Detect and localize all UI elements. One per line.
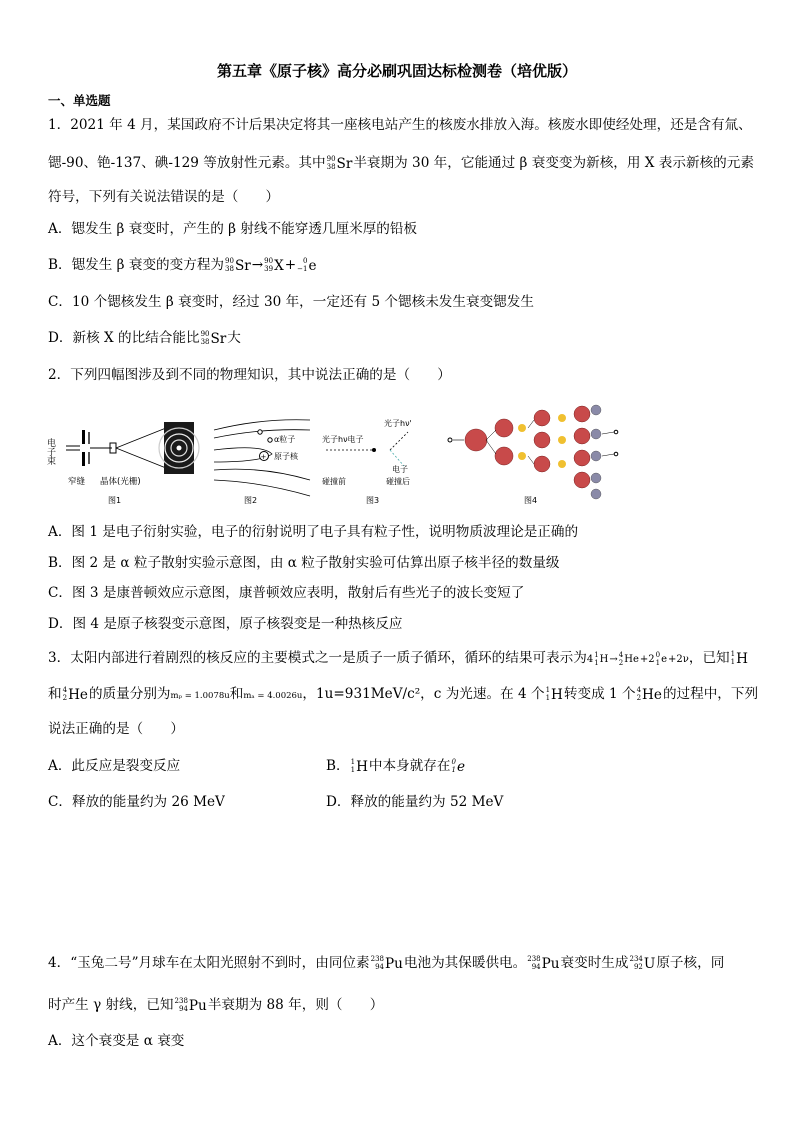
q2-option-d: D．图 4 是原子核裂变示意图，原子核裂变是一种热核反应 [48,616,403,632]
fig3-electron-label: 电子 [392,465,408,474]
svg-text:+: + [260,453,267,461]
q1-option-b: B．锶发生 β 衰变的变方程为 90 38 Sr → 90 39 X + 0 −1 e [48,257,317,274]
q3-option-b: B． 1 1 H 中本身就存在 0 1 e [326,758,465,775]
fig3-incoming-label: 光子hν电子 [322,435,364,444]
q3-stem-line1: 3．太阳内部进行着剧烈的核反应的主要模式之一是质子一质子循环，循环的结果可表示为4 1 1 H → 4 2 He +2 0 1 e +2ν，已知 1 1 H [48,650,748,667]
q1-option-a: A．锶发生 β 衰变时，产生的 β 射线不能穿透几厘米厚的铅板 [48,221,418,237]
fig3-outgoing-label: 光子hν' [384,419,412,428]
q2-option-c: C．图 3 是康普顿效应示意图，康普顿效应表明，散射后有些光子的波长变短了 [48,585,525,601]
fig3-before-label: 碰撞前 [322,477,346,486]
q3-stem-line2: 和 4 2 He 的质量分别为mₚ = 1.0078u和mₐ = 4.0026u，1u=931MeV/c²，c 为光速。在 4 个 1 1 H 转变成 1 个 4 2 He 的过程中，下列 [48,686,759,703]
fig1-caption: 图1 [108,496,122,505]
figure-2-alpha-scattering [212,410,312,508]
fig2-caption: 图2 [244,496,258,505]
q2-option-a: A．图 1 是电子衍射实验，电子的衍射说明了电子具有粒子性，说明物质波理论是正确的 [48,524,579,540]
q1-stem-line2: 锶-90、铯-137、碘-129 等放射性元素。其中 90 38 Sr 半衰期为 30 年，它能通过 β 衰变变为新核，用 X 表示新核的元素 [48,155,754,172]
q4-stem-line2: 时产生 γ 射线，已知 238 94 Pu 半衰期为 88 年，则（ ） [48,997,384,1014]
fig3-caption: 图3 [366,496,380,505]
q1-option-d: D．新核 X 的比结合能比 90 38 Sr 大 [48,330,241,347]
fig1-slit-label: 窄缝 [68,477,86,487]
figure-3-compton-effect [322,410,422,508]
figure-4-nuclear-fission [446,404,622,508]
nuclide-sr90: 90 38 Sr [326,155,353,172]
page-title: 第五章《原子核》高分必刷巩固达标检测卷（培优版） [216,62,577,80]
section-heading: 一、单选题 [48,93,111,108]
q1-option-c: C．10 个锶核发生 β 衰变时，经过 30 年，一定还有 5 个锶核未发生衰变锶发生 [48,294,534,310]
fig2-alpha-label: α粒子 [274,435,296,444]
q2-stem: 2．下列四幅图涉及到不同的物理知识，其中说法正确的是（ ） [48,367,451,383]
fig1-beam-label: 电子束 [45,438,55,465]
fig4-caption: 图4 [524,496,538,505]
q1-stem-line1: 1．2021 年 4 月，某国政府不计后果决定将其一座核电站产生的核废水排放入海。核废水即使经处理，还是含有氚、 [48,117,752,133]
q3-option-d: D．释放的能量约为 52 MeV [326,794,504,810]
q4-stem-line1: 4．“玉兔二号”月球车在太阳光照射不到时，由同位素 238 94 Pu 电池为其保暖供电。 238 94 Pu 衰变时生成 234 92 U 原子核，同 [48,955,725,972]
fig3-after-label: 碰撞后 [386,477,410,486]
q3-option-a: A．此反应是裂变反应 [48,758,181,774]
q3-option-c: C．释放的能量约为 26 MeV [48,794,225,810]
q1-stem-line3: 符号，下列有关说法错误的是（ ） [48,189,280,205]
fig2-nucleus-label: 原子核 [274,452,298,461]
q3-stem-line3: 说法正确的是（ ） [48,721,184,737]
fig1-crystal-label: 晶体(光栅) [100,477,141,487]
q2-option-b: B．图 2 是 α 粒子散射实验示意图，由 α 粒子散射实验可估算出原子核半径的数量级 [48,555,560,571]
q4-option-a: A．这个衰变是 α 衰变 [48,1033,185,1049]
figure-1-electron-diffraction [45,410,198,508]
